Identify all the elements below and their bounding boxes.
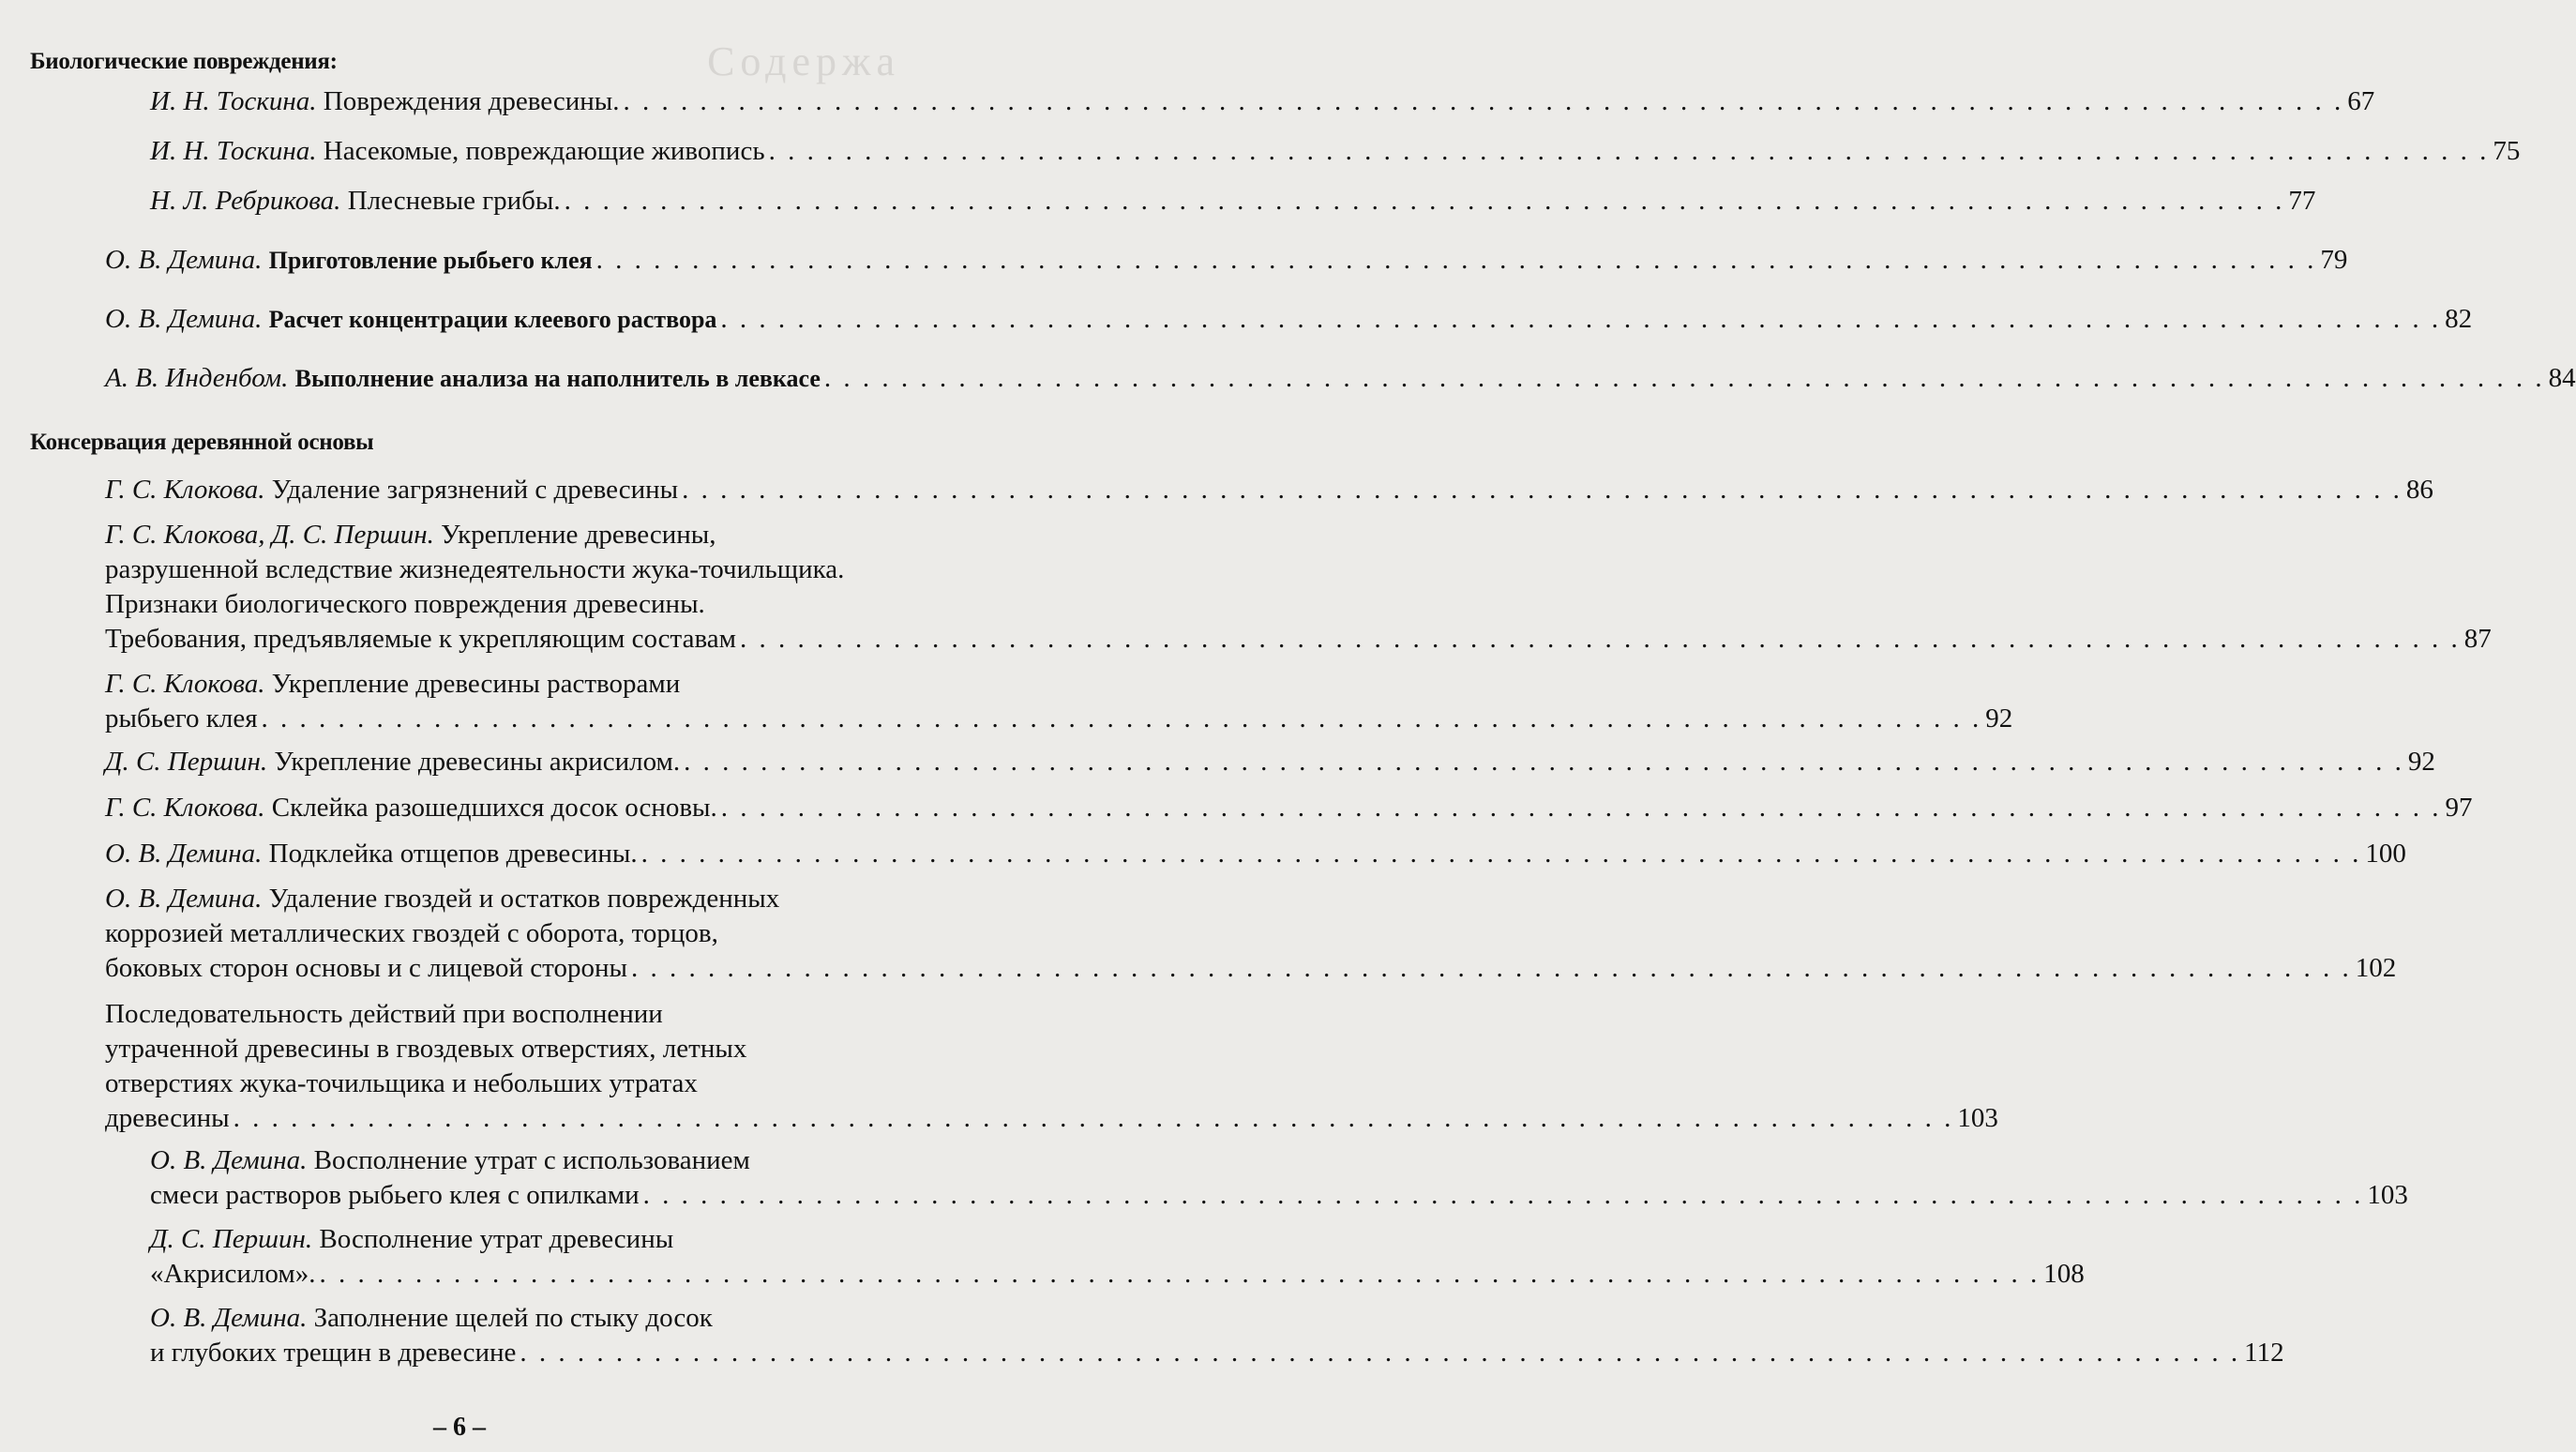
toc-entry[interactable] <box>150 1143 2408 1213</box>
entry-author: Н. Л. Ребрикова. <box>150 186 341 216</box>
entry-title-line: отверстиях жука-точильщика и небольших утратах <box>105 1068 698 1098</box>
entry-author: О. В. Демина. <box>150 1303 308 1333</box>
entry-title-line: Удаление гвоздей и остатков поврежденных <box>268 884 780 914</box>
entry-page: 97 <box>2445 793 2473 823</box>
entry-title-line: боковых сторон основы и с лицевой стороны <box>105 953 627 983</box>
entry-title: Плесневые грибы. <box>347 186 561 216</box>
entry-page: 112 <box>2244 1338 2284 1368</box>
toc-entry[interactable] <box>150 84 2375 119</box>
toc-entry[interactable] <box>150 184 2316 219</box>
entry-author: Г. С. Клокова. <box>105 793 265 823</box>
entry-title: Удаление загрязнений с древесины <box>271 475 679 505</box>
entry-title-line: Восполнение утрат древесины <box>319 1224 674 1254</box>
entry-author: О. В. Демина. <box>105 245 263 275</box>
entry-title-line: Требования, предъявляемые к укрепляющим составам <box>105 624 736 654</box>
entry-title: Насекомые, повреждающие живопись <box>323 136 765 166</box>
entry-title-line: коррозией металлических гвоздей с оборота, торцов, <box>105 918 718 948</box>
entry-page: 67 <box>2347 86 2375 116</box>
entry-page: 86 <box>2405 475 2433 505</box>
entry-page: 75 <box>2493 136 2521 166</box>
entry-page: 100 <box>2365 839 2406 869</box>
section-heading-wood-conservation: Консервация деревянной основы <box>30 430 374 455</box>
entry-title: Приготовление рыбьего клея <box>268 247 593 274</box>
toc-entry[interactable] <box>105 997 1998 1136</box>
entry-title-line: рыбьего клея <box>105 703 258 734</box>
entry-title: Склейка разошедшихся досок основы. <box>271 793 717 823</box>
entry-author: А. В. Инденбом. <box>105 363 289 393</box>
page-number: – 6 – <box>433 1413 486 1442</box>
entry-page: 108 <box>2043 1259 2085 1289</box>
entry-title-line: Заполнение щелей по стыку досок <box>313 1303 713 1333</box>
toc-entry[interactable] <box>105 302 2473 337</box>
toc-entry[interactable] <box>105 791 2473 825</box>
leader-dots <box>258 702 1986 736</box>
leader-dots <box>561 184 2289 219</box>
leader-dots <box>516 1336 2244 1370</box>
toc-entry[interactable] <box>105 837 2406 871</box>
leader-dots <box>627 951 2356 986</box>
entry-page: 82 <box>2445 304 2473 334</box>
leader-dots <box>315 1257 2043 1292</box>
entry-title-line: смеси растворов рыбьего клея с опилками <box>150 1180 640 1210</box>
entry-author: О. В. Демина. <box>105 839 263 869</box>
entry-page: 77 <box>2288 186 2316 216</box>
entry-title: Укрепление древесины акрисилом. <box>274 747 681 777</box>
entry-title: Повреждения древесины. <box>323 86 620 116</box>
entry-title-line: Последовательность действий при восполнении <box>105 999 663 1029</box>
entry-title-line: разрушенной вследствие жизнедеятельности жука-точильщика. <box>105 554 845 584</box>
entry-author: Г. С. Клокова. <box>105 475 265 505</box>
entry-author: И. Н. Тоскина. <box>150 136 317 166</box>
entry-author: О. В. Демина. <box>105 884 263 914</box>
entry-title-line: Укрепление древесины растворами <box>271 669 681 699</box>
entry-author: О. В. Демина. <box>150 1145 308 1175</box>
leader-dots <box>717 791 2446 825</box>
entry-page: 84 <box>2548 363 2576 393</box>
toc-entry[interactable] <box>150 1301 2284 1370</box>
toc-entry[interactable] <box>105 243 2348 278</box>
section-heading-biological: Биологические повреждения: <box>30 49 338 74</box>
leader-dots <box>716 302 2445 337</box>
entry-author: О. В. Демина. <box>105 304 263 334</box>
toc-entry[interactable] <box>105 361 2576 396</box>
leader-dots <box>593 243 2321 278</box>
entry-title-line: утраченной древесины в гвоздевых отверстиях, летных <box>105 1034 747 1064</box>
entry-page: 102 <box>2355 953 2397 983</box>
leader-dots <box>638 837 2366 871</box>
leader-dots <box>678 473 2406 507</box>
toc-entry[interactable] <box>105 518 2492 657</box>
entry-page: 79 <box>2320 245 2348 275</box>
entry-title: Расчет концентрации клеевого раствора <box>268 306 717 333</box>
leader-dots <box>230 1101 1958 1136</box>
toc-entry[interactable] <box>105 667 2013 736</box>
entry-title-line: древесины <box>105 1103 230 1133</box>
leader-dots <box>821 361 2549 396</box>
entry-page: 92 <box>2407 747 2435 777</box>
entry-title-line: Укрепление древесины, <box>441 520 716 550</box>
entry-title: Подклейка отщепов древесины. <box>268 839 638 869</box>
entry-page: 92 <box>1985 703 2013 734</box>
bleed-through-title: Содержа <box>707 38 900 84</box>
entry-page: 87 <box>2463 624 2492 654</box>
entry-title-line: Восполнение утрат с использованием <box>313 1145 750 1175</box>
entry-author: Г. С. Клокова, Д. С. Першин. <box>105 520 434 550</box>
toc-entry[interactable] <box>105 882 2397 986</box>
entry-title-line: и глубоких трещин в древесине <box>150 1338 517 1368</box>
entry-title-line: Признаки биологического повреждения древесины. <box>105 589 705 619</box>
leader-dots <box>680 745 2408 779</box>
entry-author: Г. С. Клокова. <box>105 669 265 699</box>
entry-page: 103 <box>1957 1103 1998 1133</box>
toc-entry[interactable] <box>105 745 2435 779</box>
entry-title-line: «Акрисилом». <box>150 1259 316 1289</box>
toc-entry[interactable] <box>105 473 2433 507</box>
entry-title: Выполнение анализа на наполнитель в левкасе <box>294 365 821 392</box>
toc-entry[interactable] <box>150 134 2521 169</box>
entry-page: 103 <box>2367 1180 2408 1210</box>
toc-entry[interactable] <box>150 1222 2085 1292</box>
leader-dots <box>640 1178 2368 1213</box>
entry-author: Д. С. Першин. <box>150 1224 313 1254</box>
entry-author: Д. С. Першин. <box>105 747 268 777</box>
leader-dots <box>736 622 2464 657</box>
leader-dots <box>765 134 2493 169</box>
entry-author: И. Н. Тоскина. <box>150 86 317 116</box>
leader-dots <box>619 84 2347 119</box>
